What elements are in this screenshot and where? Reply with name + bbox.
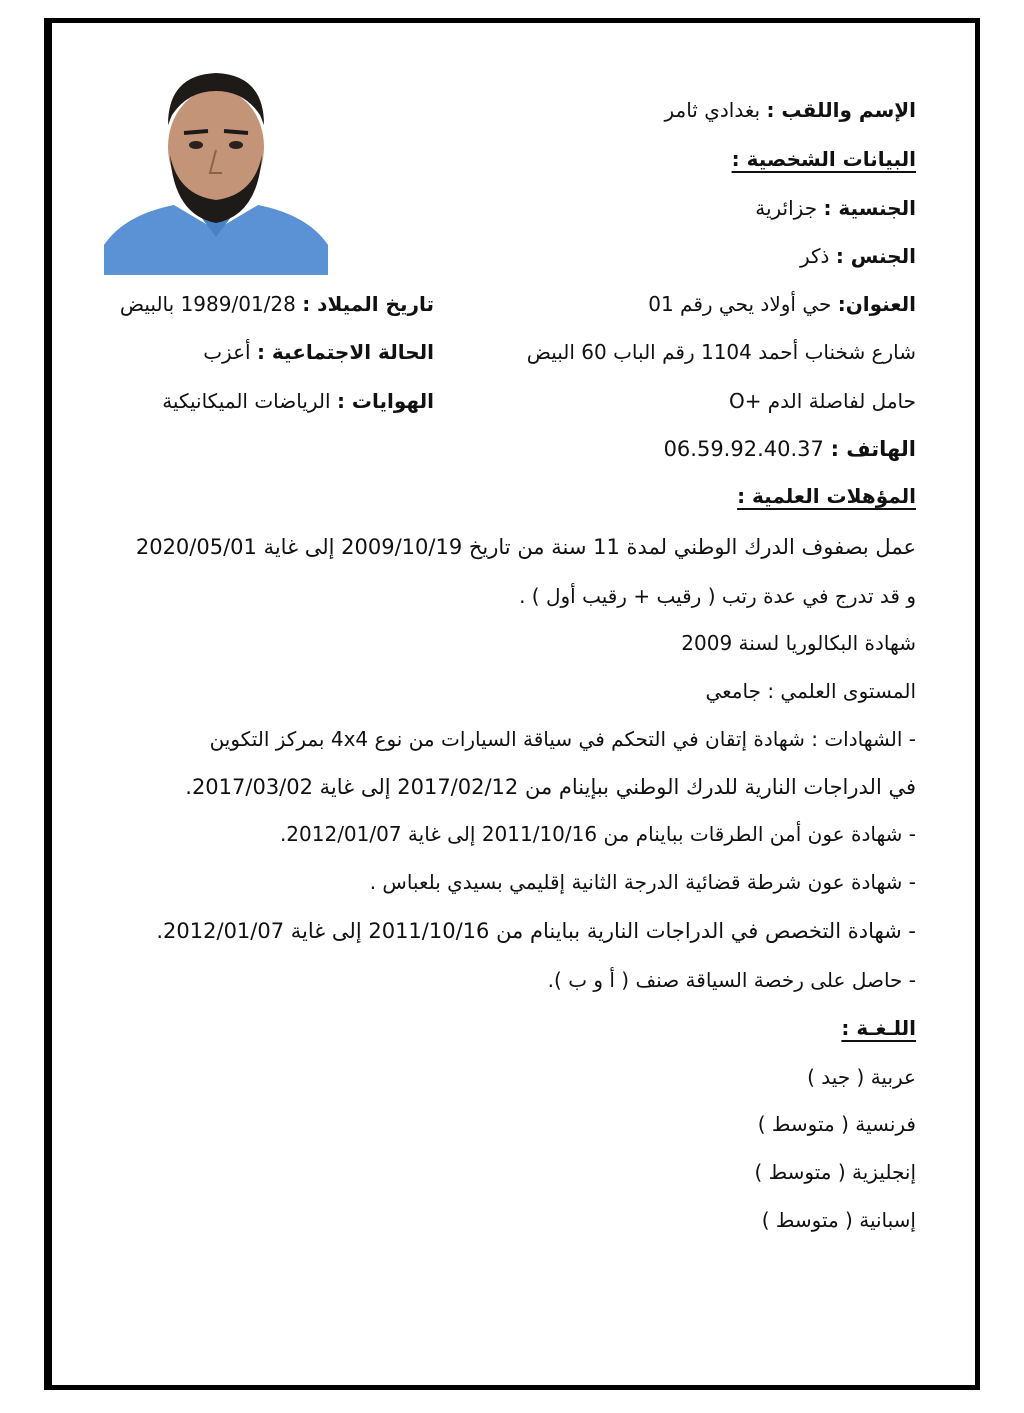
qualification-item: شهادة البكالوريا لسنة 2009 bbox=[681, 631, 916, 655]
nationality-row bbox=[755, 194, 916, 222]
name-row bbox=[664, 96, 916, 124]
gender-value: ذكر bbox=[799, 244, 830, 268]
address-row bbox=[648, 290, 916, 318]
personal-heading: البيانات الشخصية : bbox=[731, 147, 916, 171]
address-label: العنوان: bbox=[837, 292, 916, 316]
gender-label: الجنس : bbox=[835, 244, 916, 268]
language-item: عربية ( جيد ) bbox=[807, 1065, 916, 1089]
qualification-item: - حاصل على رخصة السياقة صنف ( أ و ب ). bbox=[547, 968, 916, 992]
nationality-value: جزائرية bbox=[755, 196, 818, 220]
phone-label: الهاتف : bbox=[830, 437, 916, 461]
phone-row bbox=[664, 435, 916, 463]
hobbies-row bbox=[162, 387, 434, 415]
name-value: بغدادي ثامر bbox=[664, 98, 761, 122]
marital-value: أعزب bbox=[203, 340, 251, 364]
person-portrait-icon bbox=[104, 55, 328, 275]
qualification-item: - شهادة التخصص في الدراجات النارية بباينام من 2011/10/16 إلى غاية 2012/01/07. bbox=[156, 919, 916, 943]
qualification-item: و قد تدرج في عدة رتب ( رقيب + رقيب أول ) . bbox=[519, 584, 916, 608]
languages-heading: اللـغـة : bbox=[841, 1016, 916, 1040]
nationality-label: الجنسية : bbox=[823, 196, 916, 220]
qualification-item: المستوى العلمي : جامعي bbox=[705, 679, 916, 703]
qualifications-heading: المؤهلات العلمية : bbox=[737, 484, 916, 508]
blood-type: حامل لفاصلة الدم +O bbox=[728, 389, 916, 413]
language-item: فرنسية ( متوسط ) bbox=[757, 1112, 916, 1136]
profile-photo bbox=[104, 55, 328, 275]
phone-value: 06.59.92.40.37 bbox=[663, 437, 824, 461]
hobbies-value: الرياضات الميكانيكية bbox=[162, 389, 331, 413]
qualification-item: في الدراجات النارية للدرك الوطني ببإينام من 2017/02/12 إلى غاية 2017/03/02. bbox=[185, 775, 916, 799]
gender-row bbox=[800, 242, 916, 270]
language-item: إنجليزية ( متوسط ) bbox=[754, 1160, 916, 1184]
marital-row bbox=[203, 338, 434, 366]
qualification-item: - شهادة عون أمن الطرقات بباينام من 2011/10/16 إلى غاية 2012/01/07. bbox=[279, 822, 916, 846]
birth-row bbox=[120, 290, 434, 318]
marital-label: الحالة الاجتماعية : bbox=[256, 340, 434, 364]
qualification-item: - الشهادات : شهادة إتقان في التحكم في سياقة السيارات من نوع 4x4 بمركز التكوين bbox=[209, 727, 916, 751]
qualification-item: - شهادة عون شرطة قضائية الدرجة الثانية إقليمي بسيدي بلعباس . bbox=[369, 870, 916, 894]
address-line1: حي أولاد يحي رقم 01 bbox=[648, 292, 832, 316]
name-label: الإسم واللقب : bbox=[766, 98, 916, 122]
qualification-item: عمل بصفوف الدرك الوطني لمدة 11 سنة من تاريخ 2009/10/19 إلى غاية 2020/05/01 bbox=[135, 535, 916, 559]
address-line2: شارع شخناب أحمد 1104 رقم الباب 60 البيض bbox=[526, 340, 916, 364]
language-item: إسبانية ( متوسط ) bbox=[761, 1208, 916, 1232]
hobbies-label: الهوايات : bbox=[336, 389, 434, 413]
birth-label: تاريخ الميلاد : bbox=[302, 292, 434, 316]
birth-value: 1989/01/28 بالبيض bbox=[119, 292, 296, 316]
